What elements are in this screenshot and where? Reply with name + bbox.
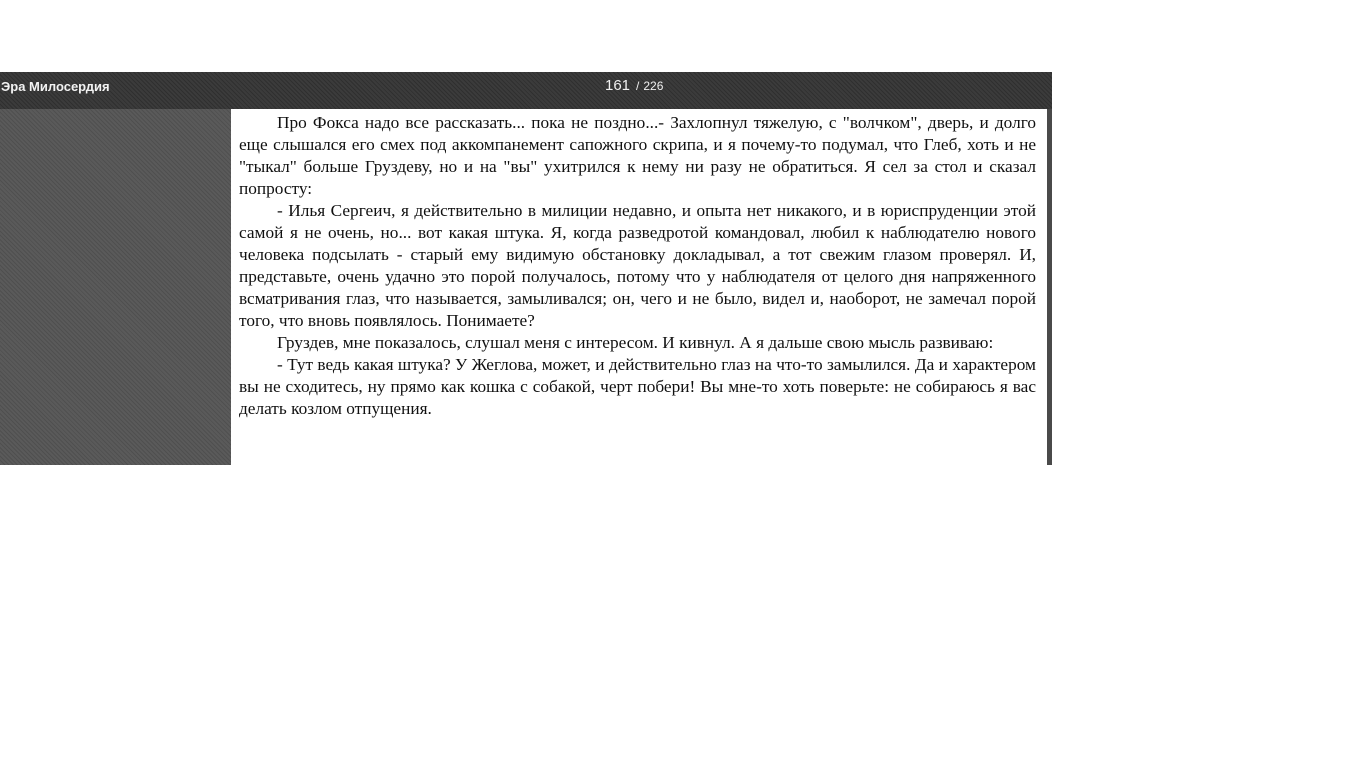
text-paragraph: Про Фокса надо все рассказать... пока не поздно...- Захлопнул тяжелую, с "волчком", дверь, и долго еще слышался его смех под аккомпанемент сапожного скрипа, и я почему-то подумал, что Глеб, хоть и не "тыкал" больше Груздеву, но и на "вы" ухитрился к нему ни разу не обратиться. Я сел за стол и сказал попросту: [239,113,1036,198]
document-page [231,102,1047,465]
text-paragraph: - Тут ведь какая штука? У Жеглова, может, и действительно глаз на что-то замылился. Да и характером вы не сходитесь, ну прямо как кошка с собакой, черт побери! Вы мне-то хоть поверьте: не собираюсь я вас делать козлом отпущения. [239,355,1036,418]
document-title: Эра Милосердия [1,79,110,94]
current-page-number[interactable]: 161 [605,77,631,94]
total-pages: 226 [643,79,664,93]
text-paragraph: Груздев, мне показалось, слушал меня с интересом. И кивнул. А я дальше свою мысль развиваю: [277,333,994,352]
viewer-toolbar [0,72,1052,109]
page-text [239,112,1036,420]
page-shadow-edge [1047,102,1052,465]
document-viewer[interactable] [0,72,1052,465]
text-paragraph: - Илья Сергеич, я действительно в милиции недавно, и опыта нет никакого, и в юриспруденции этой самой я не очень, но... вот какая штука. Я, когда разведротой командовал, любил к наблюдателю нового человека подсылать - старый ему видимую обстановку докладывал, а тот свежим глазом проверял. И, представьте, очень удачно это порой получалось, потому что у наблюдателя от целого дня напряженного всматривания глаз, что называется, замыливался; он, чего и не было, видел и, наоборот, не замечал порой того, что вновь появлялось. Понимаете? [239,201,1036,330]
page-separator: / [636,79,640,93]
page-counter [605,77,663,95]
